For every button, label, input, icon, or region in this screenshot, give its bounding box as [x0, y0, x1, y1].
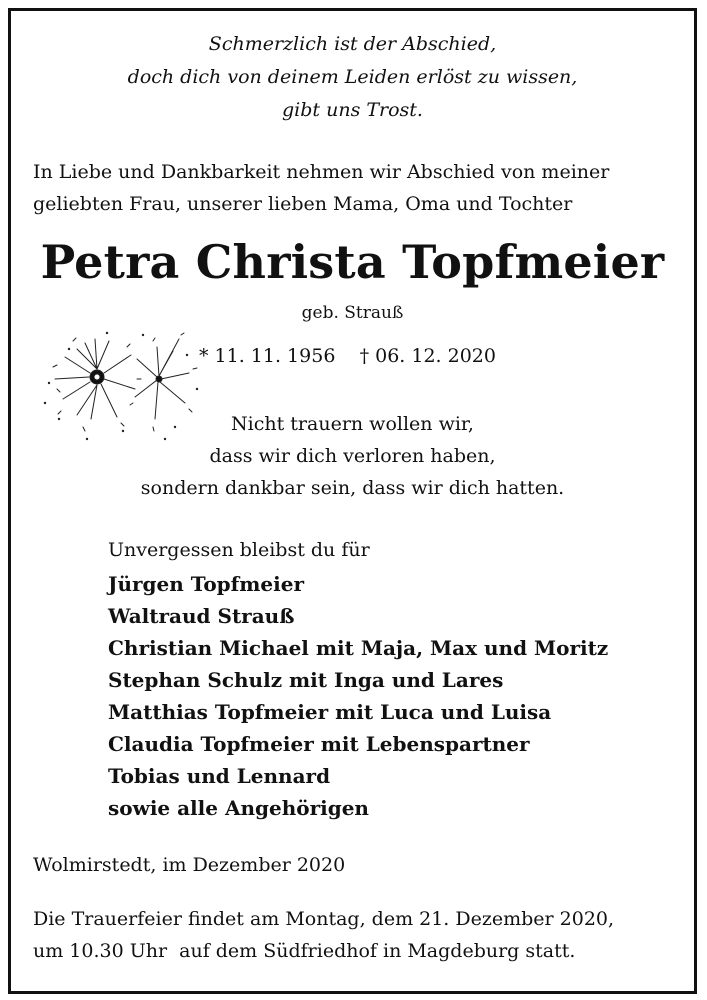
mourner-item: Waltraud Strauß — [108, 604, 295, 628]
mourner-item: Stephan Schulz mit Inga und Lares — [108, 668, 504, 692]
maiden-name: geb. Strauß — [301, 303, 404, 323]
mourner-item: Tobias und Lennard — [108, 764, 331, 788]
funeral-info-line-1: Die Trauerfeier findet am Montag, dem 21. Dezember 2020, — [33, 908, 615, 930]
mourner-item: Christian Michael mit Maja, Max und Moritz — [108, 636, 609, 660]
mourner-item: sowie alle Angehörigen — [108, 796, 369, 820]
life-dates: * 11. 11. 1956 † 06. 12. 2020 — [199, 345, 496, 367]
intro-text-line-2: geliebten Frau, unserer lieben Mama, Oma und Tochter — [33, 193, 573, 215]
closing-verse-line-1: Nicht trauern wollen wir, — [231, 413, 474, 435]
opening-verse-line-2: doch dich von deinem Leiden erlöst zu wissen, — [127, 66, 578, 88]
opening-verse-line-1: Schmerzlich ist der Abschied, — [208, 33, 497, 55]
closing-verse-line-3: sondern dankbar sein, dass wir dich hatten. — [140, 477, 565, 499]
place-date: Wolmirstedt, im Dezember 2020 — [33, 854, 346, 876]
mourner-item: Jürgen Topfmeier — [108, 572, 305, 596]
mourner-item: Matthias Topfmeier mit Luca und Luisa — [108, 700, 552, 724]
mourners-intro: Unvergessen bleibst du für — [108, 539, 370, 561]
funeral-info-line-2: um 10.30 Uhr auf dem Südfriedhof in Magdeburg statt. — [33, 940, 576, 962]
mourner-item: Claudia Topfmeier mit Lebenspartner — [108, 732, 530, 756]
obituary-card — [8, 8, 697, 994]
opening-verse-line-3: gibt uns Trost. — [282, 99, 423, 121]
deceased-name: Petra Christa Topfmeier — [40, 235, 665, 289]
closing-verse-line-2: dass wir dich verloren haben, — [209, 445, 496, 467]
intro-text-line-1: In Liebe und Dankbarkeit nehmen wir Abschied von meiner — [33, 161, 610, 183]
